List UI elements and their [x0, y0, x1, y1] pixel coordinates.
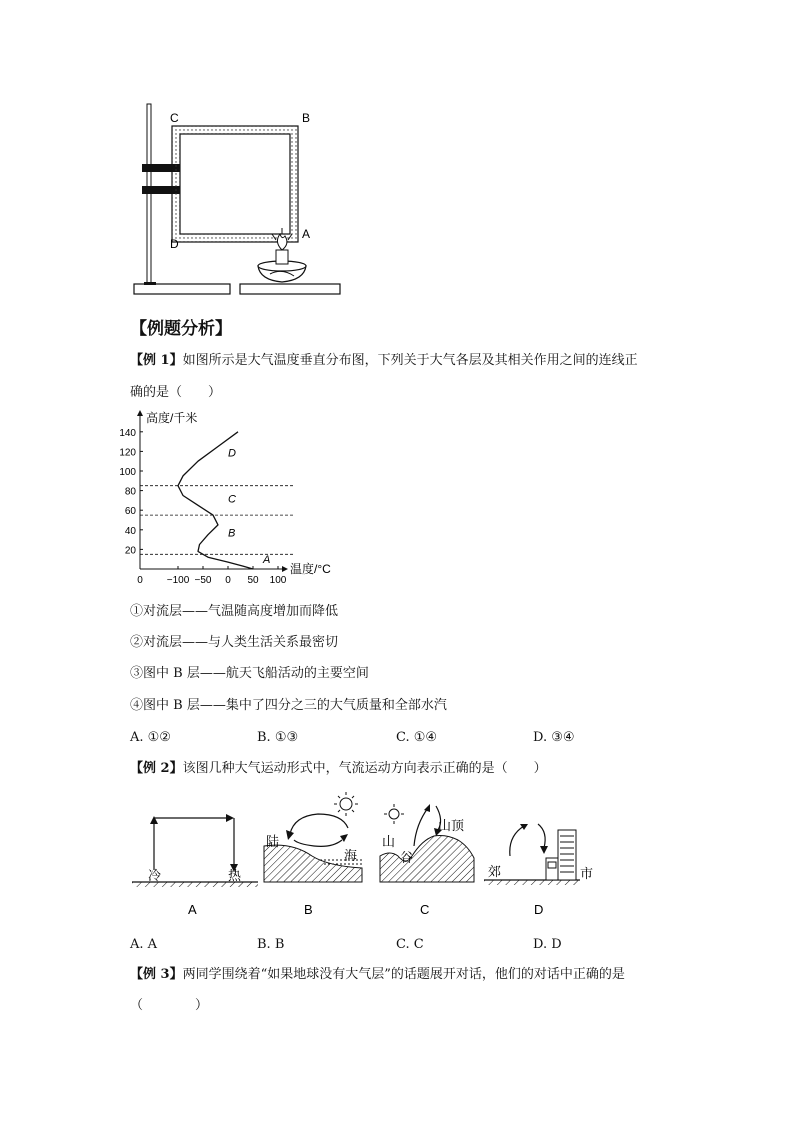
figure-d-caption: D: [534, 902, 544, 917]
example2-tag: 【例 2】: [130, 761, 183, 776]
x-tick-label: −50: [194, 575, 212, 586]
x-tick-label: −100: [166, 575, 190, 586]
example2-question-text: 该图几种大气运动形式中，气流运动方向表示正确的是（ ）: [182, 761, 547, 776]
y-tick-label: 80: [124, 486, 136, 498]
figure-b: [262, 790, 372, 920]
example1-option-2: ②对流层——与人类生活关系最密切: [130, 635, 339, 650]
example3-question-line2: （ ）: [130, 998, 209, 1013]
y-tick-label: 140: [119, 427, 136, 439]
example1-option-3: ③图中 B 层——航天飞船活动的主要空间: [130, 666, 369, 681]
label-c: C: [170, 111, 179, 125]
x-tick-label: 0: [137, 575, 143, 586]
example3-question-text: 两同学围绕着“如果地球没有大气层”的话题展开对话，他们的对话中正确的是: [182, 967, 625, 982]
label-d: D: [170, 237, 179, 251]
figure-b-sea: 海: [344, 848, 358, 863]
example1-choice-c: C. ①④: [396, 730, 438, 745]
example2-question: [130, 760, 547, 778]
layer-label-a: A: [263, 554, 271, 567]
y-axis-arrow: [137, 410, 143, 416]
layer-label-d: D: [228, 447, 236, 460]
example1-choice-a: A. ①②: [130, 730, 171, 745]
example1-question-text: 如图所示是大气温度垂直分布图，下列关于大气各层及其相关作用之间的连线正: [182, 353, 638, 368]
figure-a-cold: 冷: [148, 868, 162, 883]
figure-b-caption: B: [304, 902, 313, 917]
figure-a: [130, 800, 260, 920]
figure-c-caption: C: [420, 902, 430, 917]
temperature-chart: [110, 405, 350, 590]
section-title: 【例题分析】: [130, 319, 232, 339]
example1-choice-d: D. ③④: [533, 730, 575, 745]
label-a: A: [302, 227, 311, 241]
example1-question-line1: [130, 352, 638, 370]
example2-choice-b: B. B: [257, 937, 285, 952]
example2-choice-d: D. D: [533, 937, 562, 952]
layer-label-b: B: [228, 527, 236, 540]
example3-question-line1: [130, 966, 625, 984]
chart-svg: [110, 405, 350, 590]
figure-d: [480, 800, 600, 920]
example2-choice-a: A. A: [130, 937, 158, 952]
figure-d-suburb: 郊: [488, 864, 502, 879]
figure-c-peak: 山顶: [438, 818, 465, 833]
example1-option-1: ①对流层——气温随高度增加而降低: [130, 604, 339, 619]
layer-label-c: C: [228, 493, 236, 506]
example1-choice-b: B. ①③: [257, 730, 299, 745]
example1-question-line2: 确的是（ ）: [130, 385, 222, 400]
y-tick-label: 20: [124, 545, 136, 557]
example2-choice-c: C. C: [396, 937, 424, 952]
y-axis-label: 高度/千米: [146, 411, 198, 425]
x-tick-label: 0: [225, 575, 231, 586]
figure-a-hot: 热: [228, 868, 242, 883]
x-tick-label: 100: [269, 575, 287, 586]
y-tick-label: 120: [119, 447, 136, 459]
example3-tag: 【例 3】: [130, 967, 183, 982]
example1-option-4: ④图中 B 层——集中了四分之三的大气质量和全部水汽: [130, 698, 447, 713]
apparatus-figure: [130, 100, 350, 300]
y-tick-label: 40: [124, 525, 136, 537]
figure-a-caption: A: [188, 902, 197, 917]
x-tick-label: 50: [247, 575, 259, 586]
x-axis-arrow: [282, 566, 288, 572]
example1-tag: 【例 1】: [130, 353, 183, 368]
x-axis-label: 温度/°C: [290, 562, 331, 576]
figure-c: [378, 800, 478, 920]
y-tick-label: 100: [119, 467, 136, 478]
figure-c-valley: 谷: [400, 850, 414, 865]
label-b: B: [302, 111, 311, 125]
figure-c-mountain: 山: [382, 834, 396, 849]
figure-d-city: 市: [580, 866, 594, 881]
figure-b-land: 陆: [266, 834, 280, 849]
y-tick-label: 60: [124, 506, 136, 518]
temperature-curve: [178, 432, 253, 569]
